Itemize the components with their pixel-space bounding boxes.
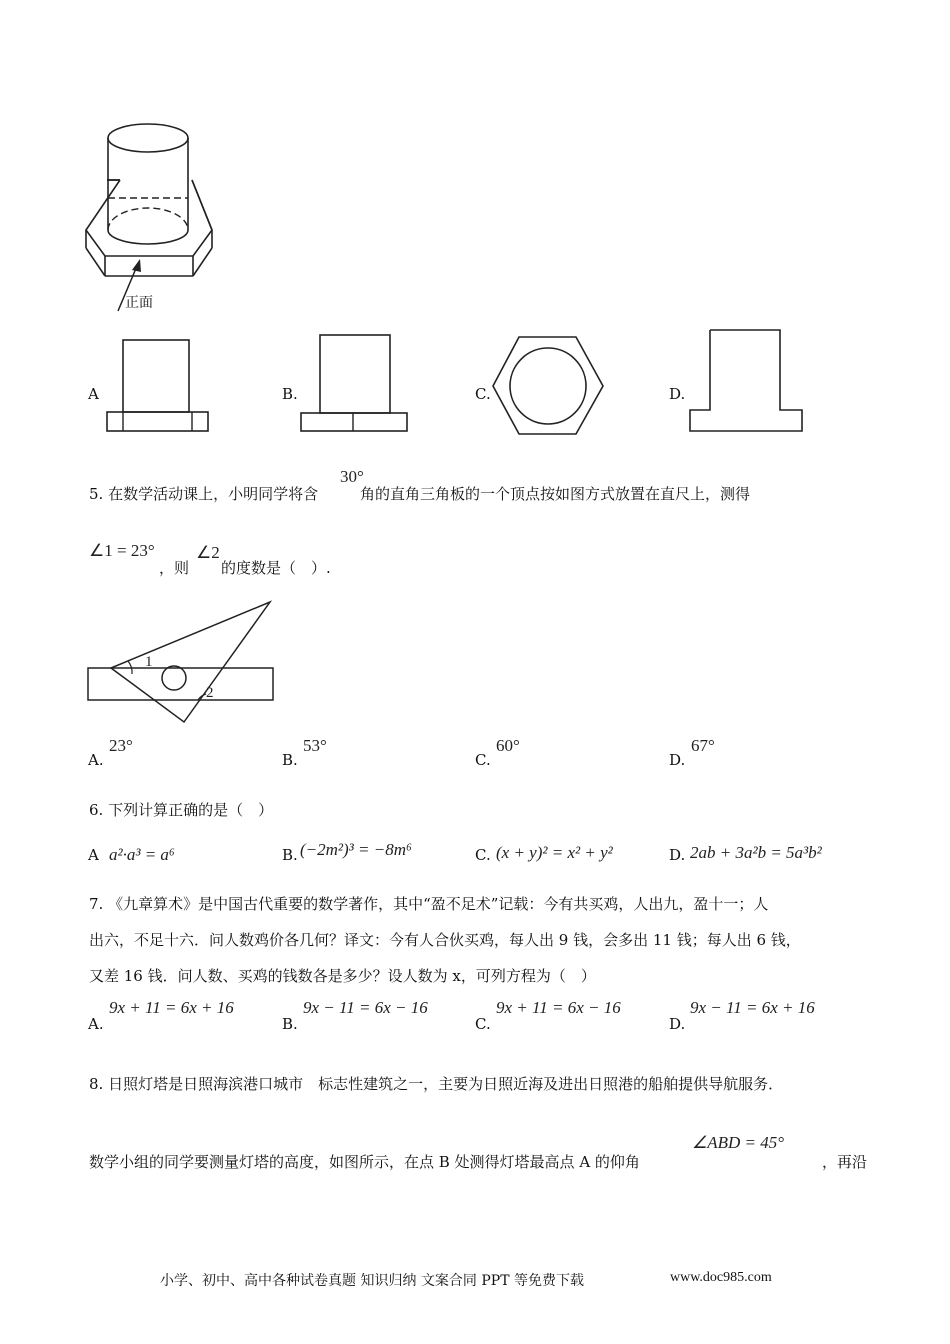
q4-option-a-letter[interactable]: A	[88, 385, 99, 403]
q4-option-b-figure	[300, 333, 410, 435]
q6-option-c-letter[interactable]: C.	[475, 846, 491, 864]
q5-option-d-letter[interactable]: D.	[669, 751, 686, 769]
q4-option-c-figure	[492, 334, 606, 438]
q6-option-d-letter[interactable]: D.	[669, 846, 686, 864]
q6-option-b-expr: (−2m²)³ = −8m⁶	[300, 840, 412, 859]
q6-option-d-expr: 2ab + 3a²b = 5a³b²	[690, 843, 822, 862]
q7-option-a-letter[interactable]: A.	[88, 1015, 104, 1033]
footer-url[interactable]: www.doc985.com	[670, 1270, 772, 1285]
q5-option-b-value: 53°	[303, 736, 327, 755]
q7-option-b-expr: 9x − 11 = 6x − 16	[303, 998, 428, 1017]
q7-option-c-letter[interactable]: C.	[475, 1015, 491, 1033]
q5-option-d-value: 67°	[691, 736, 715, 755]
q4-option-a-figure	[106, 338, 210, 434]
q8-stem-line2-a: 数学小组的同学要测量灯塔的高度，如图所示，在点 B 处测得灯塔最高点 A 的仰角	[89, 1153, 640, 1171]
q6-option-c-expr: (x + y)² = x² + y²	[496, 843, 613, 862]
q5-stem-line2-c: 的度数是（ ）.	[221, 559, 331, 577]
q5-option-a-letter[interactable]: A.	[88, 751, 104, 769]
angle-1-label: 1	[145, 654, 153, 670]
q7-option-a-expr: 9x + 11 = 6x + 16	[109, 998, 234, 1017]
q7-option-d-letter[interactable]: D.	[669, 1015, 686, 1033]
q6-stem: 6. 下列计算正确的是（ ）	[89, 801, 274, 819]
q8-angle-expr: ∠ABD = 45°	[692, 1133, 785, 1152]
q7-stem-line2: 出六，不足十六．问人数鸡价各几何？译文：今有人合伙买鸡，每人出 9 钱，会多出 11 钱；每人出 6 钱，	[89, 931, 801, 949]
footer-text: 小学、初中、高中各种试卷真题 知识归纳 文案合同 PPT 等免费下载	[160, 1273, 584, 1289]
q5-option-a-value: 23°	[109, 736, 133, 755]
q6-option-a-letter[interactable]: A	[88, 846, 99, 864]
q4-option-c-letter[interactable]: C.	[475, 385, 491, 403]
q6-option-a-expr: a²·a³ = a⁶	[109, 845, 175, 864]
q5-option-b-letter[interactable]: B.	[282, 751, 298, 769]
q5-option-c-value: 60°	[496, 736, 520, 755]
q4-option-b-letter[interactable]: B.	[282, 385, 298, 403]
q7-stem-line3: 又差 16 钱．问人数、买鸡的钱数各是多少？设人数为 x，可列方程为（ ）	[89, 967, 596, 985]
q8-stem-line1: 8. 日照灯塔是日照海滨港口城市 标志性建筑之一，主要为日照近海及进出日照港的船舶提供导航服务．	[89, 1075, 784, 1093]
q5-stem-line2-b: ，则	[159, 559, 190, 577]
q5-angle2-expr: ∠2	[196, 543, 220, 562]
front-label: 正面	[125, 295, 153, 311]
q7-option-c-expr: 9x + 11 = 6x − 16	[496, 998, 621, 1017]
q7-option-d-expr: 9x − 11 = 6x + 16	[690, 998, 815, 1017]
q5-angle30: 30°	[340, 467, 364, 486]
triangle-ruler-figure	[86, 598, 278, 726]
q5-angle1-expr: ∠1 = 23°	[89, 541, 155, 560]
nut-3d-figure	[80, 118, 220, 318]
q6-option-b-letter[interactable]: B.	[282, 846, 298, 864]
q5-stem-line1-b: 角的直角三角板的一个顶点按如图方式放置在直尺上，测得	[360, 485, 751, 503]
q8-stem-line2-b: ，再沿	[822, 1153, 868, 1171]
q5-option-c-letter[interactable]: C.	[475, 751, 491, 769]
q7-option-b-letter[interactable]: B.	[282, 1015, 298, 1033]
q7-stem-line1: 7. 《九章算术》是中国古代重要的数学著作，其中“盈不足术”记载：今有共买鸡，人出九，盈十一；人	[89, 895, 769, 913]
q5-stem-line1-a: 5. 在数学活动课上，小明同学将含	[89, 485, 319, 503]
q4-option-d-letter[interactable]: D.	[669, 385, 686, 403]
angle-2-label: 2	[206, 685, 214, 701]
q4-option-d-figure	[688, 328, 804, 434]
